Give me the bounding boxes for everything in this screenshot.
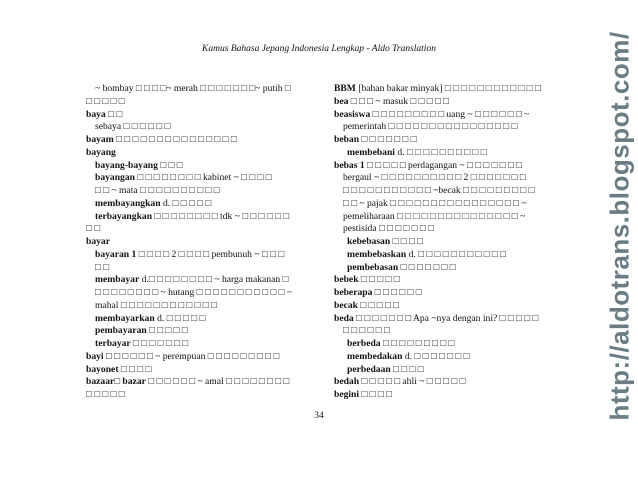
entry-headword: beda — [334, 312, 354, 324]
entry-line — [334, 376, 572, 389]
entry-line — [334, 338, 572, 351]
entry-headword: membayar — [95, 274, 140, 286]
entry-line — [334, 83, 572, 96]
entry-text: pestisida □ □ □ □ □ □ □ — [343, 223, 434, 235]
entry-text: □ □ □ □ □ — [146, 325, 188, 337]
entry-text: □ □ □ □ □ — [86, 95, 125, 107]
entry-headword: terbayar — [95, 338, 131, 349]
entry-text: sebaya □ □ □ □ □ □ — [95, 121, 171, 133]
entry-text: ~ bombay □ □ □ □~ merah □ □ □ □ □ □ □~ putih □ — [95, 83, 291, 94]
entry-text: d. □ □ □ □ □ □ □ □ □ □ — [394, 146, 487, 158]
entry-headword: bebas 1 — [334, 159, 365, 171]
entry-headword: bazaar□ bazar — [86, 376, 146, 388]
entry-text: □ □ □ □ □ □ □ □ ~ hutang □ □ □ □ □ □ □ □ □ □ □ ~ — [95, 287, 292, 298]
entry-line — [86, 83, 324, 96]
entry-text: □ □ □ □ □ □ □ □ □ □ □ □ □ □ □ — [113, 134, 237, 145]
entry-headword: membebani — [347, 146, 395, 158]
page-number: 34 — [314, 411, 324, 421]
entry-line — [86, 134, 324, 147]
entry-headword: beberapa — [334, 287, 373, 298]
entry-line — [86, 364, 324, 377]
entry-line — [334, 147, 572, 160]
entry-line — [334, 364, 572, 377]
entry-line — [334, 313, 572, 326]
page-header: Kamus Bahasa Jepang Indonesia Lengkap - Aldo Translation — [202, 44, 436, 54]
entry-line — [86, 223, 324, 236]
entry-line — [334, 211, 572, 224]
entry-line — [334, 185, 572, 198]
entry-headword: membayangkan — [95, 197, 161, 209]
entry-headword: pembayaran — [95, 325, 147, 337]
entry-line — [86, 211, 324, 224]
entry-text: □ □ □ □ □ □ □ □ kabinet ~ □ □ □ □ — [135, 172, 272, 184]
entry-text: pemeliharaan □ □ □ □ □ □ □ □ □ □ □ □ □ □ □ ~ — [343, 210, 526, 222]
entry-headword: beasiswa — [334, 108, 371, 120]
entry-line — [334, 96, 572, 109]
entry-line — [86, 96, 324, 109]
entry-text: mahal □ □ □ □ □ □ □ □ □ □ □ □ — [95, 299, 217, 311]
entry-text: □ □ □ □ □ □ □ — [130, 338, 189, 349]
entry-text: □ □ □ □ □ □ — [343, 325, 390, 337]
entry-text: □ □ □ □ □ □ □ □ □ □ □ ~becak □ □ □ □ □ □ □ □ □ — [343, 185, 535, 196]
entry-line — [86, 160, 324, 173]
entry-headword: bayang-bayang — [95, 159, 158, 171]
entry-text: □ □ □ □ □ — [86, 389, 125, 400]
entry-headword: bea — [334, 95, 349, 107]
entry-text: □ □ — [95, 261, 109, 273]
entry-text: □ □ □ □ □ — [357, 299, 399, 311]
entry-text: □ □ □ □ □ □ ~ amal □ □ □ □ □ □ □ □ — [145, 376, 290, 388]
entry-text: □ □ □ □ — [118, 363, 152, 375]
entry-line — [86, 262, 324, 275]
entry-headword: membebaskan — [347, 248, 407, 260]
entry-text: □ □ ~ mata □ □ □ □ □ □ □ □ □ □ — [95, 185, 220, 196]
entry-headword: beban — [334, 134, 360, 145]
entry-text: □ □ □ □ □ □ □ □ tdk ~ □ □ □ □ □ □ — [152, 210, 289, 222]
entry-line — [86, 287, 324, 300]
entry-text: □ □ □ □ □ □ □ — [398, 261, 456, 273]
entry-text: □ □ □ — [157, 159, 183, 171]
right-column — [334, 83, 572, 402]
entry-text: □ □ □ □ □ □ □ □ □ — [380, 338, 455, 349]
entry-text: bergaul ~ □ □ □ □ □ □ □ □ □ □ 2 □ □ □ □ □ □ □ — [343, 172, 526, 184]
entry-headword: bayar — [86, 236, 110, 247]
entry-line — [334, 172, 572, 185]
entry-text: □ □ — [86, 223, 100, 235]
entry-headword: bayang — [86, 146, 116, 158]
entry-headword: pembebasan — [347, 261, 399, 273]
entry-text: □ □ □ □ □ ahli ~ □ □ □ □ □ — [359, 376, 466, 388]
entry-line — [86, 249, 324, 262]
entry-line — [334, 287, 572, 300]
entry-text: □ □ □ □ □ — [358, 274, 400, 286]
entry-line — [334, 351, 572, 364]
entry-text: d. □ □ □ □ □ □ □ □ □ □ □ — [406, 248, 506, 260]
entry-headword: berbeda — [347, 338, 381, 349]
entry-headword: terbayangkan — [95, 210, 153, 222]
entry-text: □ □ □ ~ masuk □ □ □ □ □ — [348, 95, 449, 107]
entry-line — [334, 223, 572, 236]
entry-line — [86, 147, 324, 160]
entry-headword: begini — [334, 389, 360, 400]
entry-text: d. □ □ □ □ □ □ □ — [402, 350, 470, 362]
entry-text: □ □ □ □ — [390, 363, 424, 375]
entry-text: □ □ □ □ □ □ □ □ □ uang ~ □ □ □ □ □ □ ~ — [370, 108, 530, 120]
entry-text: d.□ □ □ □ □ □ □ □ ~ harga makanan □ — [139, 274, 289, 286]
entry-line — [86, 274, 324, 287]
entry-line — [334, 325, 572, 338]
entry-line — [334, 121, 572, 134]
entry-text: □ □ □ □ □ □ □ — [359, 134, 417, 145]
entry-line — [334, 198, 572, 211]
entry-line — [86, 300, 324, 313]
entry-text: d. □ □ □ □ □ — [154, 312, 206, 324]
entry-line — [86, 389, 324, 402]
entry-headword: perbedaan — [347, 363, 391, 375]
entry-headword: bayi — [86, 350, 104, 362]
entry-line — [86, 338, 324, 351]
entry-text: □ □ □ □ — [359, 389, 392, 400]
entry-headword: BBM — [334, 83, 356, 94]
entry-line — [334, 300, 572, 313]
entry-line — [334, 262, 572, 275]
entry-text: □ □ ~ pajak □ □ □ □ □ □ □ □ □ □ □ □ □ □ □ □ ~ — [343, 197, 527, 209]
entry-line — [86, 325, 324, 338]
entry-text: □ □ □ □ 2 □ □ □ □ pembunuh ~ □ □ □ — [136, 248, 285, 260]
entry-text: [bahan bakar minyak] □ □ □ □ □ □ □ □ □ □ □ □ — [355, 83, 541, 94]
entry-text: □ □ □ □ — [390, 236, 423, 247]
entry-headword: becak — [334, 299, 358, 311]
entry-text: □ □ □ □ □ □ — [372, 287, 422, 298]
entry-line — [334, 109, 572, 122]
entry-headword: bebek — [334, 274, 359, 286]
entry-line — [334, 134, 572, 147]
entry-line — [86, 172, 324, 185]
entry-line — [86, 376, 324, 389]
entry-text: d. □ □ □ □ □ — [160, 197, 212, 209]
entry-headword: bedah — [334, 376, 360, 388]
entry-text: □ □ □ □ □ □ □ Apa ~nya dengan ini? □ □ □ □ □ — [353, 312, 539, 324]
entry-line — [86, 121, 324, 134]
entry-line — [334, 389, 572, 402]
entry-text: □ □ □ □ □ □ ~ perempuan □ □ □ □ □ □ □ □ □ — [103, 350, 280, 362]
entry-line — [334, 160, 572, 173]
entry-line — [86, 198, 324, 211]
entry-text: pemerintah □ □ □ □ □ □ □ □ □ □ □ □ □ □ □ □ — [343, 121, 518, 133]
watermark-url: http://aldotrans.blogspot.com/ — [604, 31, 635, 421]
entry-headword: membedakan — [347, 350, 403, 362]
entry-line — [86, 351, 324, 364]
entry-headword: bayaran 1 — [95, 248, 137, 260]
entry-headword: bayonet — [86, 363, 119, 375]
entry-headword: bayangan — [95, 172, 135, 184]
entry-line — [86, 185, 324, 198]
entry-line — [86, 236, 324, 249]
entry-line — [334, 236, 572, 249]
entry-line — [86, 313, 324, 326]
entry-headword: bayam — [86, 134, 114, 145]
entry-headword: membayarkan — [95, 312, 155, 324]
entry-text: □ □ □ □ □ perdagangan ~ □ □ □ □ □ □ □ — [364, 159, 522, 171]
entry-headword: kebebasan — [347, 236, 391, 247]
entry-line — [334, 249, 572, 262]
entry-headword: baya — [86, 108, 106, 120]
entry-line — [86, 109, 324, 122]
entry-line — [334, 274, 572, 287]
entry-text: □ □ — [105, 108, 123, 120]
left-column — [86, 83, 324, 402]
